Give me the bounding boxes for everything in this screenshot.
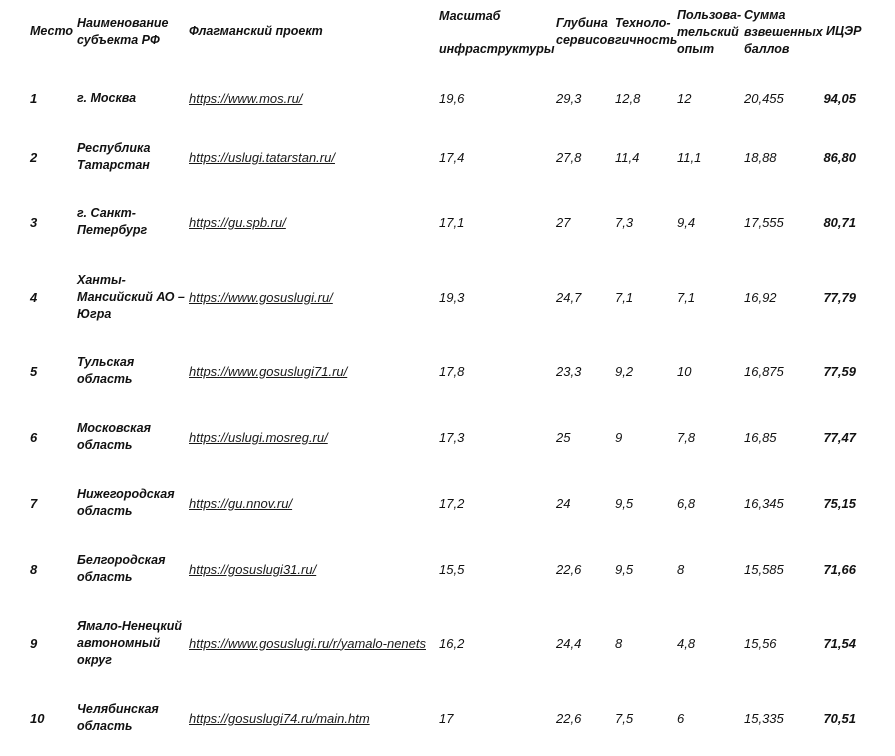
tech-cell: 9,5 [615,561,634,577]
scale-cell: 19,6 [439,90,465,106]
scale-cell: 17,8 [439,363,465,379]
place-cell: 9 [30,635,38,651]
tech-cell: 7,5 [615,710,634,726]
scale-cell: 17 [439,710,454,726]
ux-cell: 4,8 [677,635,696,651]
sum-cell: 15,56 [744,635,777,651]
sum-cell: 15,335 [744,710,784,726]
ux-cell: 6,8 [677,495,696,511]
ux-cell: 7,8 [677,429,696,445]
header-project: Флагманский проект [189,24,323,38]
index-cell: 70,51 [823,710,856,726]
index-cell: 80,71 [823,214,856,230]
scale-cell: 16,2 [439,635,465,651]
index-cell: 77,79 [823,289,856,305]
ux-cell: 11,1 [677,149,702,165]
place-cell: 1 [30,90,38,106]
project-link[interactable]: https://uslugi.mosreg.ru/ [189,429,328,445]
region-cell: г. Санкт-Петербург [77,206,148,237]
tech-cell: 9,5 [615,495,634,511]
region-cell: Тульская область [77,355,135,386]
tech-cell: 7,3 [615,214,634,230]
header-tech: Техноло-гичность [615,16,678,47]
depth-cell: 25 [556,429,571,445]
ux-cell: 8 [677,561,685,577]
region-cell: Ямало-Ненецкий автономный округ [77,618,183,667]
header-depth: Глубина сервисов [556,16,615,47]
depth-cell: 29,3 [556,90,582,106]
header-ux: Пользова-тельский опыт [677,8,742,56]
region-cell: Республика Татарстан [77,141,151,172]
depth-cell: 27,8 [556,149,582,165]
header-sum: Сумма взвешенных баллов [744,8,823,56]
scale-cell: 17,2 [439,495,465,511]
scale-cell: 19,3 [439,289,465,305]
depth-cell: 22,6 [556,710,582,726]
place-cell: 2 [30,149,38,165]
ux-cell: 12 [677,90,692,106]
index-cell: 71,66 [823,561,856,577]
project-link[interactable]: https://www.gosuslugi.ru/r/yamalo-nenets [189,635,426,651]
header-place: Место [30,24,74,38]
scale-cell: 17,4 [439,149,465,165]
index-cell: 77,59 [823,363,856,379]
sum-cell: 18,88 [744,149,777,165]
project-link[interactable]: https://gosuslugi31.ru/ [189,561,317,577]
depth-cell: 24,4 [556,635,582,651]
sum-cell: 16,875 [744,363,784,379]
index-cell: 75,15 [823,495,856,511]
depth-cell: 24,7 [556,289,582,305]
region-cell: Белгородская область [77,553,166,584]
tech-cell: 12,8 [615,90,641,106]
tech-cell: 9,2 [615,363,634,379]
ux-cell: 7,1 [677,289,696,305]
index-cell: 71,54 [823,635,856,651]
place-cell: 3 [30,214,38,230]
sum-cell: 15,585 [744,561,784,577]
tech-cell: 8 [615,635,623,651]
ux-cell: 6 [677,710,685,726]
region-cell: Челябинская область [77,702,159,733]
place-cell: 10 [30,710,45,726]
depth-cell: 23,3 [556,363,582,379]
header-scale-line1: Масштаб [439,9,501,23]
depth-cell: 24 [556,495,571,511]
header-index: ИЦЭР [826,24,862,38]
sum-cell: 20,455 [744,90,784,106]
sum-cell: 16,92 [744,289,777,305]
region-cell: Московская область [77,421,151,452]
place-cell: 8 [30,561,38,577]
region-cell: Ханты-Мансийский АО – Югра [77,272,185,321]
place-cell: 7 [30,495,38,511]
ux-cell: 10 [677,363,692,379]
scale-cell: 17,3 [439,429,465,445]
project-link[interactable]: https://www.mos.ru/ [189,90,303,106]
project-link[interactable]: https://gosuslugi74.ru/main.htm [189,710,370,726]
project-link[interactable]: https://gu.nnov.ru/ [189,495,293,511]
place-cell: 4 [30,289,38,305]
sum-cell: 17,555 [744,214,784,230]
header-region: Наименование субъекта РФ [77,16,169,47]
ux-cell: 9,4 [677,214,696,230]
place-cell: 5 [30,363,38,379]
tech-cell: 9 [615,429,623,445]
depth-cell: 27 [556,214,571,230]
project-link[interactable]: https://gu.spb.ru/ [189,214,286,230]
tech-cell: 11,4 [615,149,640,165]
tech-cell: 7,1 [615,289,634,305]
project-link[interactable]: https://www.gosuslugi71.ru/ [189,363,348,379]
place-cell: 6 [30,429,38,445]
index-cell: 94,05 [823,90,856,106]
region-cell: Нижегородская область [77,487,175,518]
index-cell: 77,47 [823,429,856,445]
sum-cell: 16,345 [744,495,784,511]
region-cell: г. Москва [77,90,137,105]
project-link[interactable]: https://www.gosuslugi.ru/ [189,289,333,305]
index-cell: 86,80 [823,149,856,165]
scale-cell: 15,5 [439,561,465,577]
sum-cell: 16,85 [744,429,777,445]
header-scale-line2: инфраструктуры [439,42,555,56]
depth-cell: 22,6 [556,561,582,577]
scale-cell: 17,1 [439,214,465,230]
project-link[interactable]: https://uslugi.tatarstan.ru/ [189,149,335,165]
